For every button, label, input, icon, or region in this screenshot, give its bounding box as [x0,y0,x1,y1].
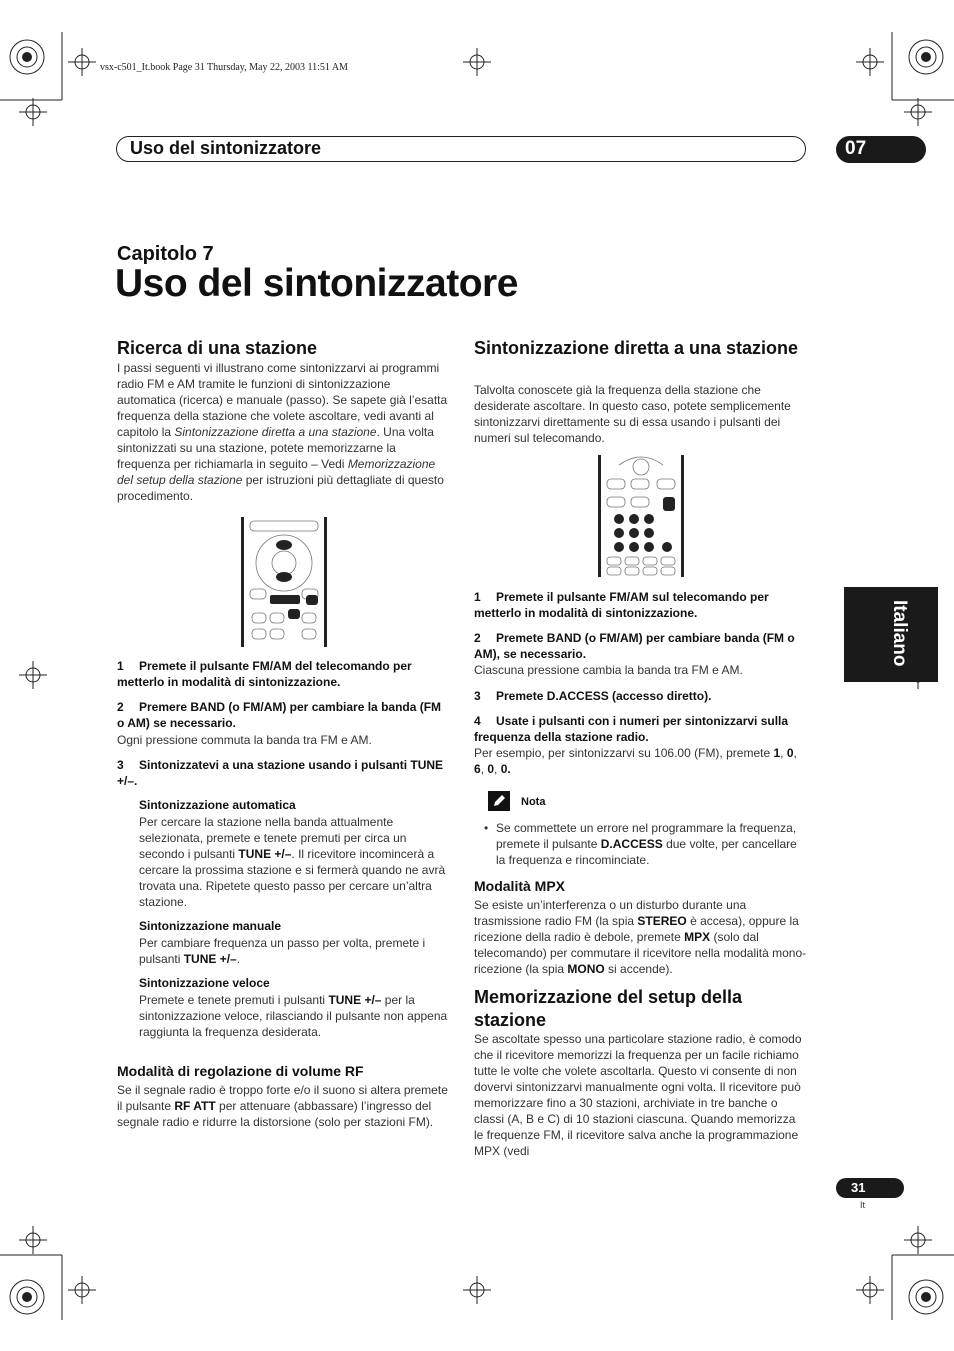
left-step-2-note: Ogni pressione commuta la banda tra FM e AM. [117,733,372,747]
remote-numbers-drawing [601,455,681,577]
book-info-line: vsx-c501_It.book Page 31 Thursday, May 22, 2003 11:51 AM [100,62,348,73]
note-label: Nota [521,796,546,808]
heading-mpx: Modalità MPX [474,878,566,894]
paragraph-diretta: Talvolta conoscete già la frequenza della stazione che desiderate ascoltare. In questo caso, potete semplicemente sintonizzarvi direttamente su di essa usando i pulsanti dei numeri sul telecomando. [474,383,791,445]
paragraph-rf: Se il segnale radio è troppo forte e/o il suono si altera premete il pulsante RF ATT per attenuare (abbassare) l’ingresso del segnale radio e ridurre la distorsione (solo per stazioni FM). [117,1083,448,1129]
right-step-4: 4 Usate i pulsanti con i numeri per sintonizzarvi sulla frequenza della stazione radio. [474,714,789,744]
note-text: Se commettete un errore nel programmare la frequenza, premete il pulsante D.ACCESS due volte, per cancellare la frequenza e rincominciate. [496,821,797,867]
heading-ricerca: Ricerca di una stazione [117,338,318,358]
paragraph-auto: Per cercare la stazione nella banda attualmente selezionata, premete e tenete premuti per circa un secondo i pulsanti TUNE +/–. Il ricevitore incomincerà a cercare la prossima stazione e si fermerà quando ne avrà trovata una. Ripetete questo passo per cercare un’altra stazione. [139,815,446,909]
heading-manual: Sintonizzazione manuale [139,919,282,933]
note-bullet-icon: • [484,821,489,835]
left-step-3: 3 Sintonizzatevi a una stazione usando i pulsanti TUNE +/–. [117,758,444,788]
chapter-number: 07 [845,138,867,159]
page-number-pill [836,1178,904,1198]
remote-illustration-tune [241,517,327,647]
paragraph-ricerca: I passi seguenti vi illustrano come sintonizzarvi ai programmi radio FM e AM tramite le funzioni di sintonizzazione automatica (ricerca) e manuale (passo). Se sapete già l’esatta frequenza della stazione che volete ascoltare, vedi avanti al capitolo la Sintonizzazione diretta a una stazione. Una volta sintonizzati su una stazione, potete memorizzarne la frequenza per richiamarla in seguito – Vedi Memorizzazione del setup della stazione per istruzioni più dettagliate di questo procedimento. [117,361,448,503]
page-number: 31 [851,1180,866,1195]
heading-diretta: Sintonizzazione diretta a una stazione [474,338,799,358]
heading-memorizzazione: Memorizzazione del setup della stazione [474,987,743,1030]
right-step-4-example: Per esempio, per sintonizzarvi su 106.00 (FM), premete 1, 0, 6, 0, 0. [474,746,797,776]
paragraph-mpx: Se esiste un’interferenza o un disturbo durante una trasmissione radio FM (la spia STEREO è accesa), oppure la ricezione della radio è debole, premete MPX (solo dal telecomando) per commutare il ricevitore nella modalità mono-ricezione (la spia MONO si accende). [474,898,807,976]
note-pencil-icon [488,791,510,811]
header-title: Uso del sintonizzatore [130,138,322,158]
heading-rf: Modalità di regolazione di volume RF [117,1063,364,1079]
paragraph-memorizzazione: Se ascoltate spesso una particolare stazione radio, è comodo che il ricevitore memorizzi la frequenza per un facile richiamo tutte le volte che volete ascoltarla. Questo vi consente di non dovervi sintonizzarvi manualmente ogni volta. Il ricevitore può memorizzare fino a 30 stazioni, archiviate in tre banche o classi (A, B e C) di 10 stazioni ciascuna. Quando memorizza le frequenze FM, il ricevitore salva anche la programmazione MPX (vedi [474,1032,802,1158]
heading-fast: Sintonizzazione veloce [139,976,270,990]
remote-illustration-numbers [598,455,684,577]
right-step-1: 1 Premete il pulsante FM/AM sul telecomando per metterlo in modalità di sintonizzazione. [474,590,769,620]
language-side-tab-label: Italiano [889,600,910,667]
page-language: It [860,1200,866,1210]
right-step-3: 3 Premete D.ACCESS (accesso diretto). [474,689,712,703]
left-step-2: 2 Premere BAND (o FM/AM) per cambiare la banda (FM o AM) se necessario. [117,700,442,730]
right-step-2-note: Ciascuna pressione cambia la banda tra FM e AM. [474,663,743,677]
heading-auto: Sintonizzazione automatica [139,798,296,812]
right-step-2: 2 Premete BAND (o FM/AM) per cambiare banda (FM o AM), se necessario. [474,631,795,661]
left-step-1: 1 Premete il pulsante FM/AM del telecomando per metterlo in modalità di sintonizzazione. [117,659,412,689]
page-title: Uso del sintonizzatore [115,262,518,305]
paragraph-manual: Per cambiare frequenza un passo per volta, premete i pulsanti TUNE +/–. [139,936,426,966]
paragraph-fast: Premete e tenete premuti i pulsanti TUNE +/– per la sintonizzazione veloce, rilasciando il pulsante non appena raggiunta la frequenza desiderata. [139,993,448,1039]
remote-tune-drawing [244,517,324,647]
chapter-label: Capitolo 7 [117,243,214,265]
